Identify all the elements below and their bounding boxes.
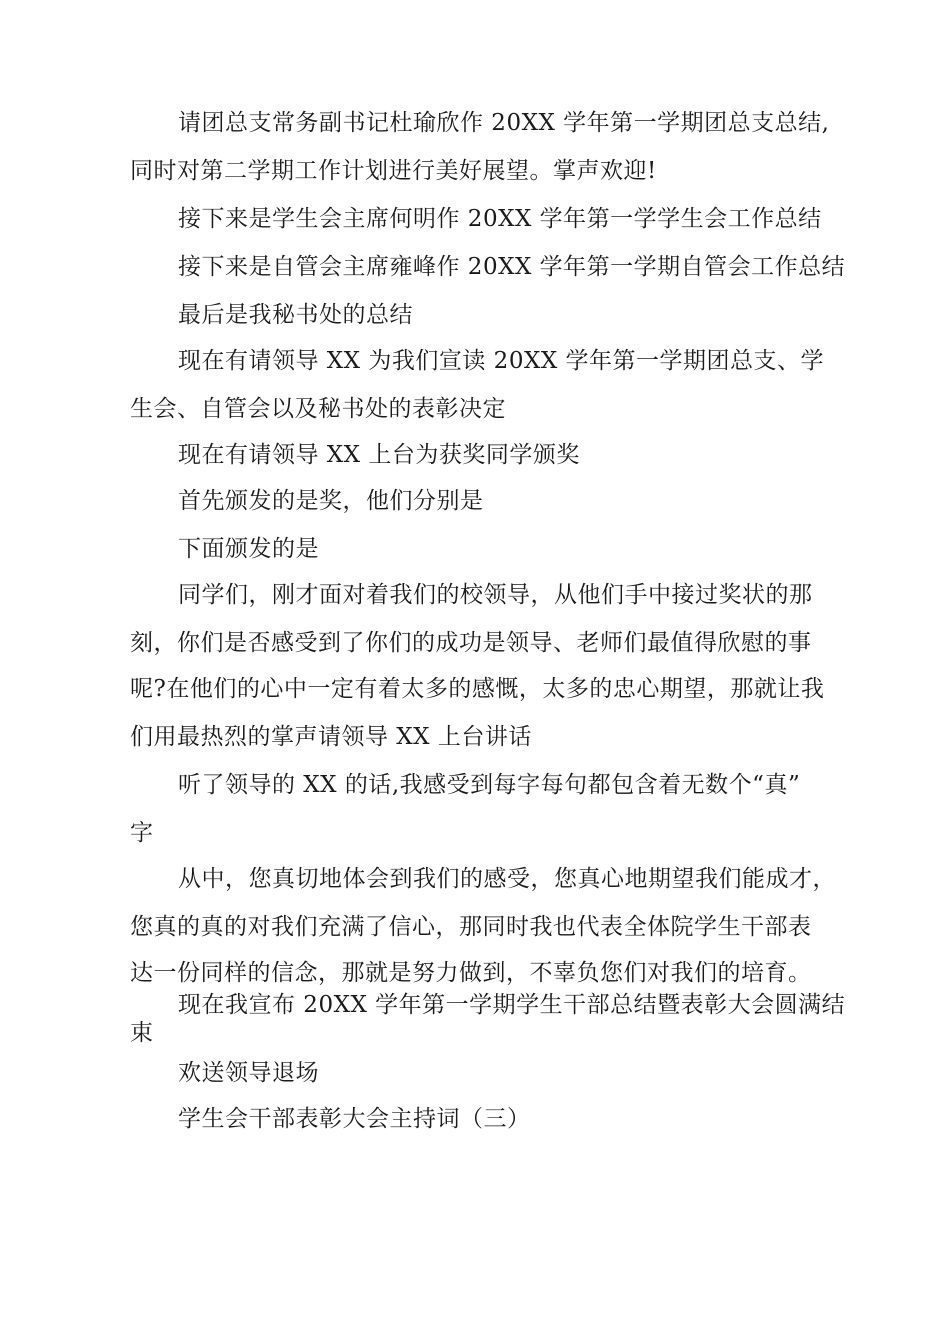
text-line: 最后是我秘书处的总结 <box>178 302 413 328</box>
text-line: 接下来是学生会主席何明作 20XX 学年第一学学生会工作总结 <box>178 206 822 232</box>
text-line: 现在我宣布 20XX 学年第一学期学生干部总结暨表彰大会圆满结 <box>178 992 846 1018</box>
text-line: 达一份同样的信念，那就是努力做到，不辜负您们对我们的培育。 <box>130 960 812 986</box>
text-line: 同时对第二学期工作计划进行美好展望。掌声欢迎! <box>130 158 657 184</box>
text-line: 生会、自管会以及秘书处的表彰决定 <box>130 396 506 422</box>
text-line: 听了领导的 XX 的话,我感受到每字每句都包含着无数个“真” <box>178 772 801 798</box>
text-line: 下面颁发的是 <box>178 536 319 562</box>
text-line: 接下来是自管会主席雍峰作 20XX 学年第一学期自管会工作总结 <box>178 254 846 280</box>
text-line: 学生会干部表彰大会主持词（三） <box>178 1106 531 1132</box>
text-line: 首先颁发的是奖，他们分别是 <box>178 488 484 514</box>
text-line: 同学们，刚才面对着我们的校领导，从他们手中接过奖状的那 <box>178 582 813 608</box>
text-line: 您真的真的对我们充满了信心，那同时我也代表全体院学生干部表 <box>130 914 812 940</box>
text-line: 刻，你们是否感受到了你们的成功是领导、老师们最值得欣慰的事 <box>130 630 812 656</box>
text-line: 欢送领导退场 <box>178 1060 319 1086</box>
text-line: 请团总支常务副书记杜瑜欣作 20XX 学年第一学期团总支总结, <box>178 110 830 136</box>
text-line: 呢?在他们的心中一定有着太多的感慨，太多的忠心期望，那就让我 <box>130 676 825 702</box>
text-line: 现在有请领导 XX 上台为获奖同学颁奖 <box>178 442 580 468</box>
text-line: 字 <box>130 820 154 846</box>
text-line: 束 <box>130 1020 154 1046</box>
text-line: 现在有请领导 XX 为我们宣读 20XX 学年第一学期团总支、学 <box>178 348 825 374</box>
text-line: 从中，您真切地体会到我们的感受，您真心地期望我们能成才， <box>178 866 836 892</box>
text-line: 们用最热烈的掌声请领导 XX 上台讲话 <box>130 724 532 750</box>
